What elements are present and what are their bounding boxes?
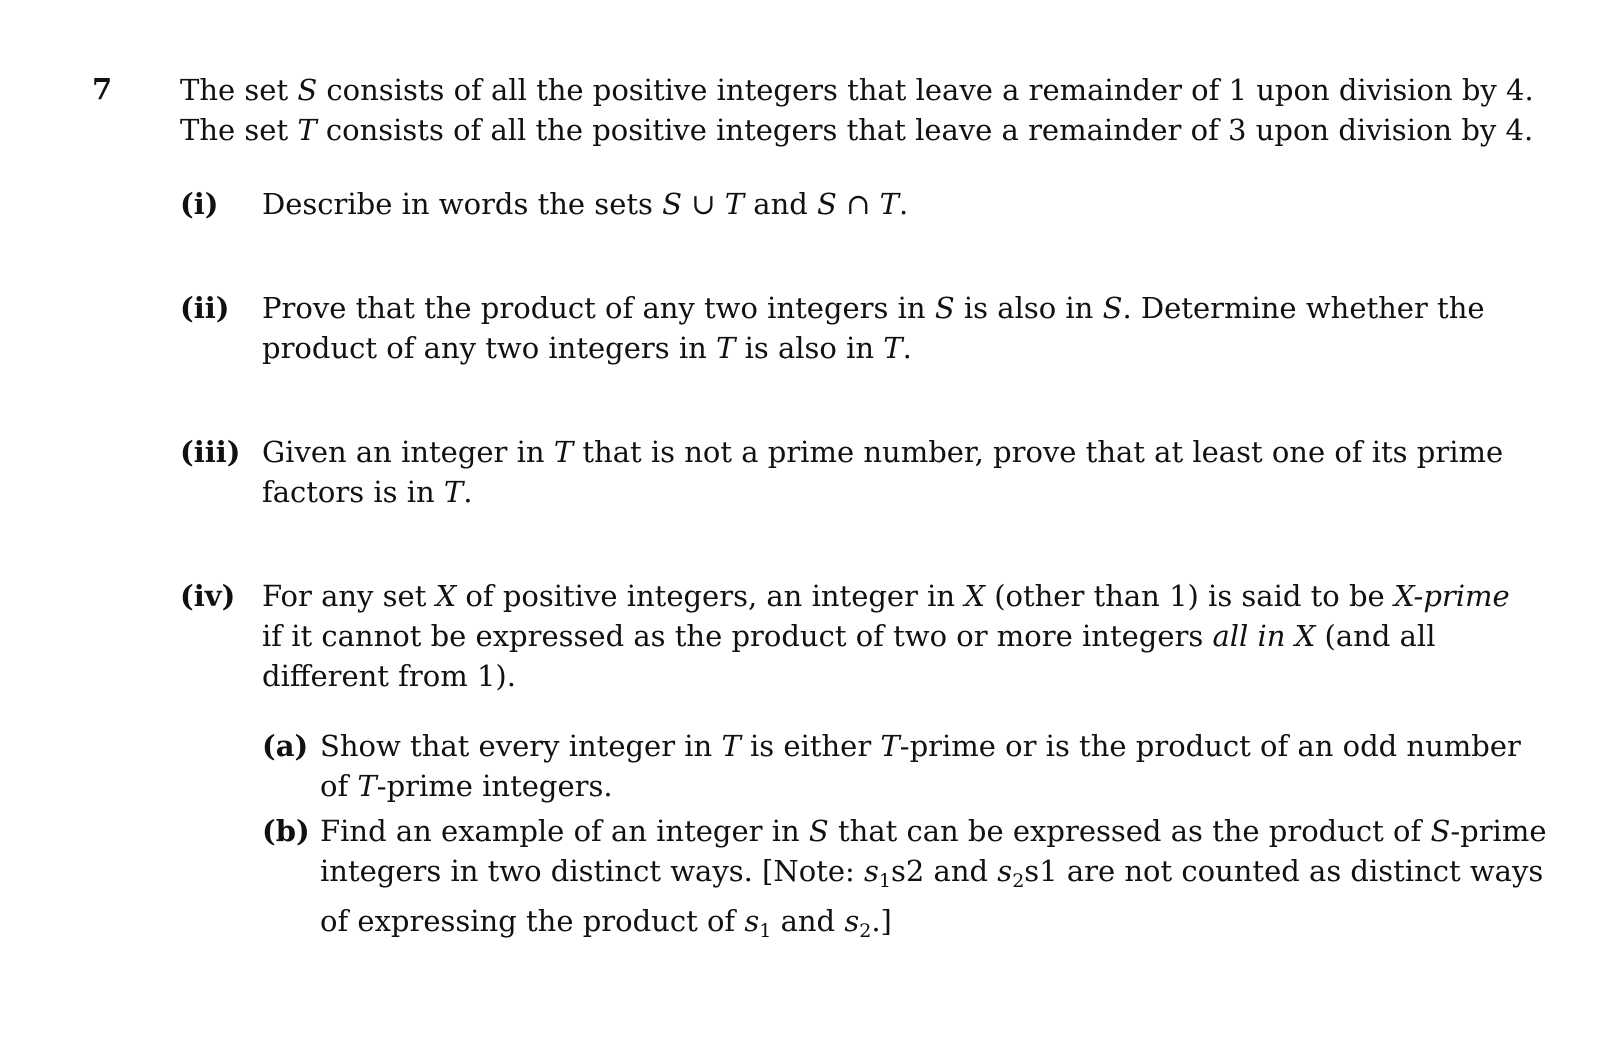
part-iii-text [262,432,1504,512]
part-i-text [262,184,1452,224]
subpart-b-line-1: Find an example of an integer in S that can be expressed as the product of S-prime [320,814,1547,848]
question-intro [180,70,1534,150]
subpart-a-text [320,726,1521,806]
subpart-a-line-2: of T-prime integers. [320,769,613,803]
part-iv-line-3: different from 1). [262,659,516,693]
subpart-b-text [320,811,1547,951]
part-ii-line-1: Prove that the product of any two integers in S is also in S. Determine whether the [262,291,1485,325]
part-ii-text [262,288,1485,368]
part-iii-line-2: factors is in T. [262,475,473,509]
part-iv-line-2: if it cannot be expressed as the product of two or more integers all in X (and all [262,619,1436,653]
part-iv-label: (iv) [180,579,236,613]
subpart-a-label: (a) [262,729,309,763]
part-ii-label: (ii) [180,291,230,325]
subpart-b-line-3: of expressing the product of $s_1$ and $s_2$.] [320,904,892,942]
part-iv-text [262,576,1510,696]
question-number: 7 [92,72,113,106]
subpart-a-line-1: Show that every integer in T is either T-prime or is the product of an odd number [320,729,1521,763]
part-ii-line-2: product of any two integers in T is also in T. [262,331,912,365]
subpart-b-label: (b) [262,814,310,848]
part-iii-label: (iii) [180,435,241,469]
part-iv-line-1: For any set X of positive integers, an integer in X (other than 1) is said to be X-prime [262,579,1510,613]
subpart-b-line-2: integers in two distinct ways. [Note: $s_1s2$ and $s_2s1$ are not counted as distinct ways [320,854,1544,892]
intro-line-1: The set S consists of all the positive integers that leave a remainder of 1 upon division by 4. [180,73,1534,107]
part-iii-line-1: Given an integer in T that is not a prime number, prove that at least one of its prime [262,435,1504,469]
part-i-line-1: Describe in words the sets S ∪ T and S ∩ T. [262,187,909,221]
intro-line-2: The set T consists of all the positive integers that leave a remainder of 3 upon division by 4. [180,113,1534,147]
part-i-label: (i) [180,187,219,221]
